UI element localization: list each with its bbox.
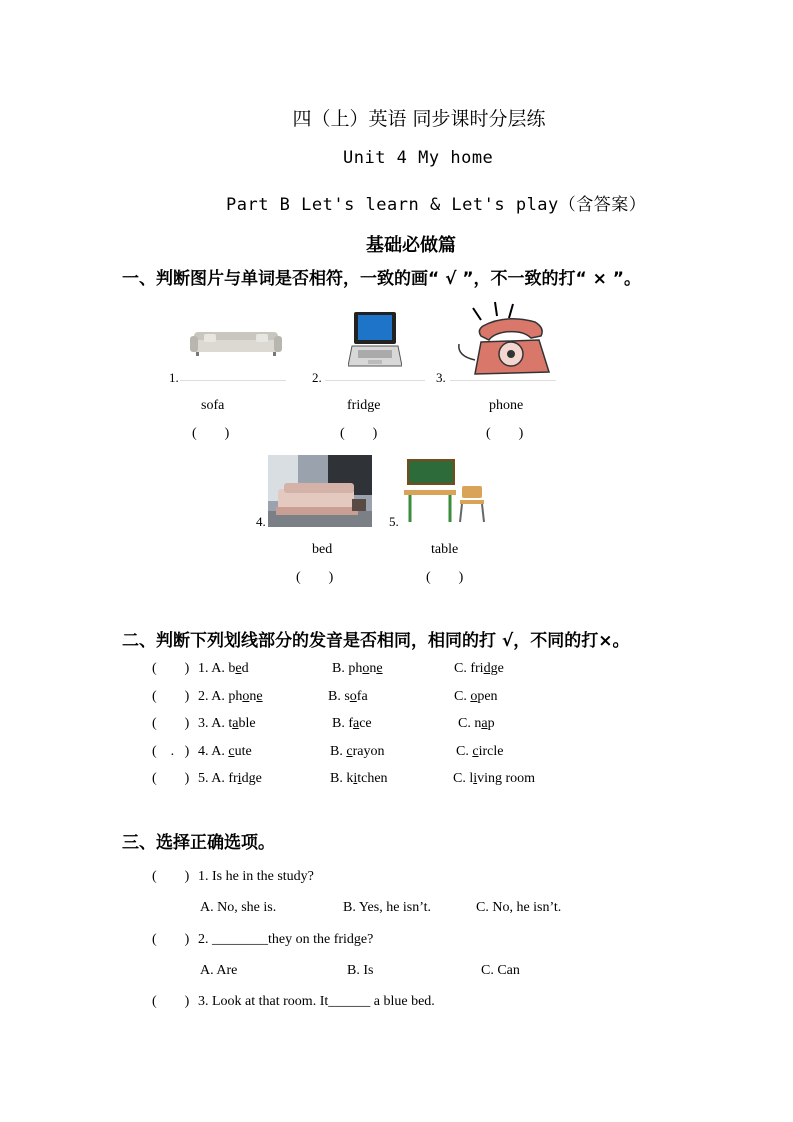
item-number: 1. bbox=[169, 370, 179, 385]
page-title: 四（上）英语 同步课时分层练 bbox=[292, 108, 546, 130]
telephone-image bbox=[453, 300, 557, 384]
answer-paren[interactable]: ( ) bbox=[152, 771, 190, 786]
question-text: 3. Look at that room. It______ a blue bed. bbox=[198, 994, 435, 1009]
option-b: B. face bbox=[332, 716, 372, 731]
answer-paren[interactable]: ( ) bbox=[152, 689, 190, 704]
option-b: B. Yes, he isn’t. bbox=[343, 900, 432, 915]
word-label: sofa bbox=[201, 398, 225, 413]
option-b: B. crayon bbox=[330, 744, 385, 759]
option-b: B. phone bbox=[332, 661, 383, 676]
bedroom-image bbox=[268, 455, 372, 527]
section-label: 基础必做篇 bbox=[366, 235, 456, 256]
question-text: 2. ________they on the fridge? bbox=[198, 932, 374, 947]
item-number: 5. bbox=[389, 514, 399, 529]
unit-title: Unit 4 My home bbox=[343, 148, 494, 168]
word-label: table bbox=[431, 542, 459, 557]
part-title: Part B Let's learn & Let's play（含答案） bbox=[226, 195, 647, 215]
item-number: 4. bbox=[256, 514, 266, 529]
option-a: 5. A. fridge bbox=[198, 771, 262, 786]
option-c: C. open bbox=[454, 689, 498, 704]
laptop-image bbox=[348, 310, 402, 370]
option-a: 1. A. bed bbox=[198, 661, 249, 676]
option-b: B. Is bbox=[347, 963, 374, 978]
answer-paren[interactable]: ( ) bbox=[152, 869, 190, 884]
option-a: 2. A. phone bbox=[198, 689, 263, 704]
option-a: 3. A. table bbox=[198, 716, 256, 731]
word-label: fridge bbox=[347, 398, 381, 413]
option-c: C. Can bbox=[481, 963, 520, 978]
answer-paren[interactable]: ( ) bbox=[340, 426, 378, 441]
answer-paren[interactable]: ( ) bbox=[152, 994, 190, 1009]
item-number: 2. bbox=[312, 370, 322, 385]
option-a: A. No, she is. bbox=[200, 900, 277, 915]
item-number: 3. bbox=[436, 370, 446, 385]
word-label: bed bbox=[312, 542, 333, 557]
answer-paren[interactable]: ( ) bbox=[152, 932, 190, 947]
section1-heading: 一、判断图片与单词是否相符，一致的画“ √ ”，不一致的打“ × ”。 bbox=[122, 269, 641, 289]
image-baseline bbox=[180, 380, 286, 381]
option-c: C. circle bbox=[456, 744, 504, 759]
answer-paren[interactable]: ( ) bbox=[296, 570, 334, 585]
option-c: C. fridge bbox=[454, 661, 504, 676]
option-a: 4. A. cute bbox=[198, 744, 252, 759]
section2-heading: 二、判断下列划线部分的发音是否相同，相同的打 √，不同的打×。 bbox=[122, 631, 630, 651]
image-baseline bbox=[325, 380, 425, 381]
desk-chair-image bbox=[402, 458, 490, 526]
answer-paren[interactable]: ( ) bbox=[152, 661, 190, 676]
option-c: C. living room bbox=[453, 771, 536, 786]
word-label: phone bbox=[489, 398, 524, 413]
answer-paren[interactable]: ( ) bbox=[192, 426, 230, 441]
option-a: A. Are bbox=[200, 963, 238, 978]
option-c: C. nap bbox=[458, 716, 495, 731]
option-c: C. No, he isn’t. bbox=[476, 900, 562, 915]
image-baseline bbox=[450, 380, 556, 381]
answer-paren[interactable]: ( . ) bbox=[152, 744, 190, 759]
answer-paren[interactable]: ( ) bbox=[486, 426, 524, 441]
question-text: 1. Is he in the study? bbox=[198, 869, 314, 884]
section3-heading: 三、选择正确选项。 bbox=[122, 833, 275, 853]
option-b: B. kitchen bbox=[330, 771, 388, 786]
answer-paren[interactable]: ( ) bbox=[426, 570, 464, 585]
answer-paren[interactable]: ( ) bbox=[152, 716, 190, 731]
sofa-image bbox=[190, 328, 282, 358]
option-b: B. sofa bbox=[328, 689, 368, 704]
